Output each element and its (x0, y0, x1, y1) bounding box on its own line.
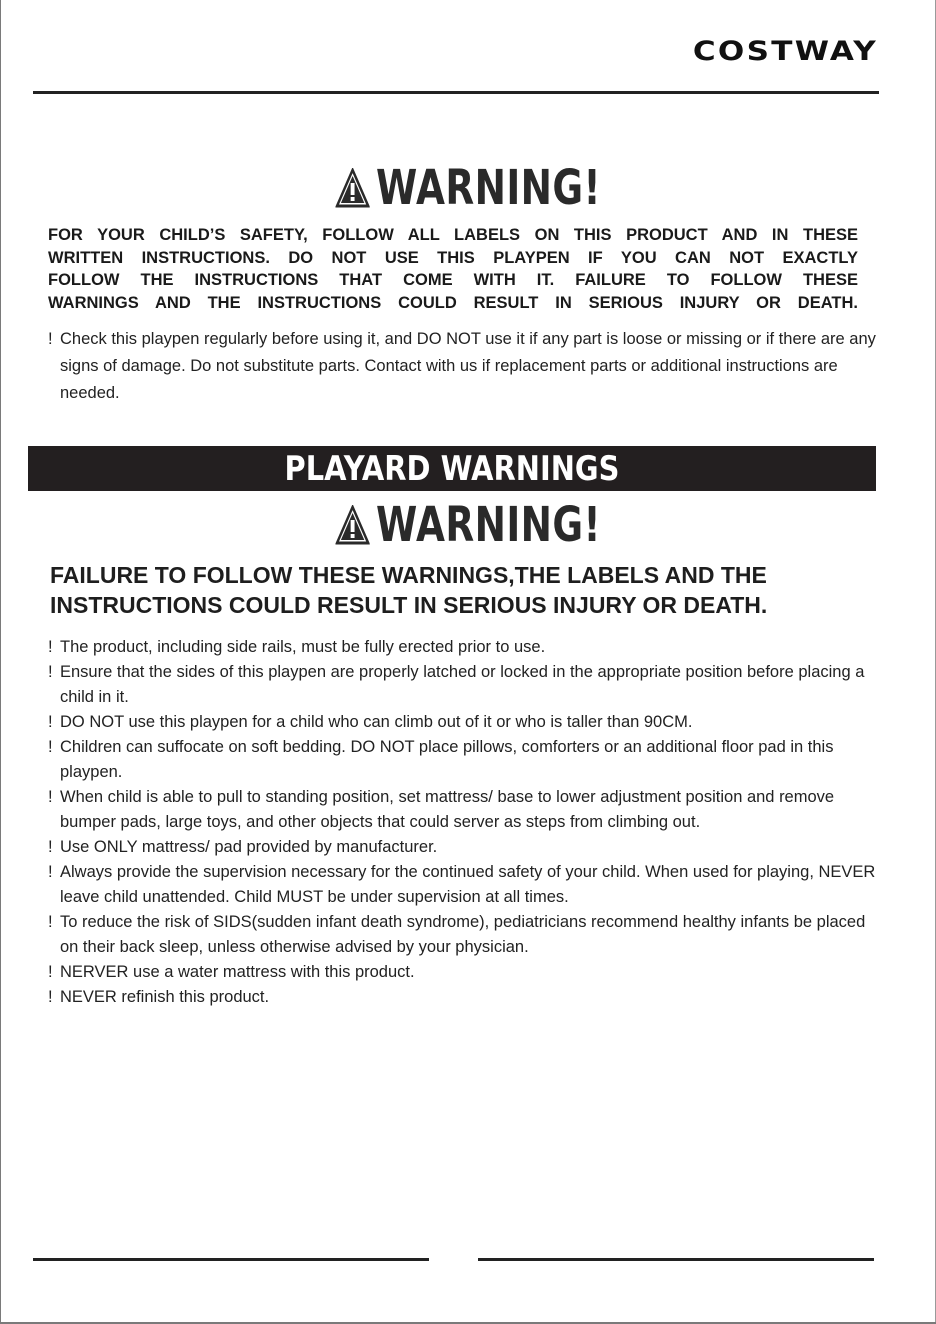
lead-line: FOLLOW THE INSTRUCTIONS THAT COME WITH IT. FAILURE TO FOLLOW THESE (48, 271, 858, 289)
safety-lead-paragraph (48, 224, 858, 314)
warning-text: NERVER use a water mattress with this product. (60, 963, 415, 981)
warning-title: WARNING! (375, 497, 601, 553)
warning-text: Always provide the supervision necessary for the continued safety of your child. When used for playing, NEVER leave child unattended. Child MUST be under supervision at all times. (60, 863, 876, 906)
bullet-mark: ! (48, 788, 53, 806)
warning-text: Use ONLY mattress/ pad provided by manufacturer. (60, 838, 438, 856)
warning-item (48, 710, 878, 735)
bullet-mark: ! (48, 330, 53, 348)
failure-lead-paragraph (50, 560, 890, 620)
bullet-mark: ! (48, 713, 53, 731)
footer-divider-left (33, 1258, 429, 1261)
warning-item (48, 835, 878, 860)
bullet-mark: ! (48, 963, 53, 981)
warning-text: DO NOT use this playpen for a child who can climb out of it or who is taller than 90CM. (60, 713, 693, 731)
warning-title: WARNING! (375, 160, 601, 216)
note-item (48, 326, 878, 407)
warning-item (48, 860, 878, 910)
bullet-mark: ! (48, 663, 53, 681)
warning-heading-1 (0, 160, 936, 216)
lead-line: INSTRUCTIONS COULD RESULT IN SERIOUS INJURY OR DEATH. (50, 592, 768, 618)
lead-line: FOR YOUR CHILD’S SAFETY, FOLLOW ALL LABELS ON THIS PRODUCT AND IN THESE (48, 226, 858, 244)
warning-text: The product, including side rails, must be fully erected prior to use. (60, 638, 546, 656)
bullet-mark: ! (48, 988, 53, 1006)
lead-line: WRITTEN INSTRUCTIONS. DO NOT USE THIS PLAYPEN IF YOU CAN NOT EXACTLY (48, 248, 858, 267)
inspection-note (48, 326, 878, 407)
note-text: Check this playpen regularly before using it, and DO NOT use it if any part is loose or missing or if there are any signs of damage. Do not substitute parts. Contact with us if replacement parts or additional instructions are needed. (60, 330, 876, 402)
warning-heading-2 (0, 497, 936, 553)
warning-triangle-icon (335, 168, 369, 208)
warning-text: Ensure that the sides of this playpen are properly latched or locked in the appropriate position before placing a child in it. (60, 663, 865, 706)
warning-item (48, 660, 878, 710)
warning-item (48, 985, 878, 1010)
lead-line: FAILURE TO FOLLOW THESE WARNINGS,THE LABELS AND THE (50, 562, 767, 588)
warning-text: To reduce the risk of SIDS(sudden infant death syndrome), pediatricians recommend healthy infants be placed on their back sleep, unless otherwise advised by your physician. (60, 913, 866, 956)
brand-logo: COSTWAY (692, 36, 878, 67)
header-divider (33, 91, 879, 94)
bullet-mark: ! (48, 738, 53, 756)
bullet-mark: ! (48, 838, 53, 856)
warning-item (48, 635, 878, 660)
bullet-mark: ! (48, 913, 53, 931)
playard-warnings-banner (28, 446, 876, 491)
warning-item (48, 785, 878, 835)
warning-item (48, 910, 878, 960)
footer-divider-right (478, 1258, 874, 1261)
warning-item (48, 960, 878, 985)
playard-warning-list (48, 635, 878, 1010)
banner-title: PLAYARD WARNINGS (284, 449, 620, 489)
warning-text: Children can suffocate on soft bedding. DO NOT place pillows, comforters or an additional floor pad in this playpen. (60, 738, 834, 781)
warning-triangle-icon (335, 505, 369, 545)
lead-line: WARNINGS AND THE INSTRUCTIONS COULD RESULT IN SERIOUS INJURY OR DEATH. (48, 293, 858, 312)
bullet-mark: ! (48, 638, 53, 656)
warning-text: NEVER refinish this product. (60, 988, 270, 1006)
warning-text: When child is able to pull to standing position, set mattress/ base to lower adjustment position and remove bumper pads, large toys, and other objects that could server as steps from climbing out. (60, 788, 835, 831)
warning-item (48, 735, 878, 785)
bullet-mark: ! (48, 863, 53, 881)
